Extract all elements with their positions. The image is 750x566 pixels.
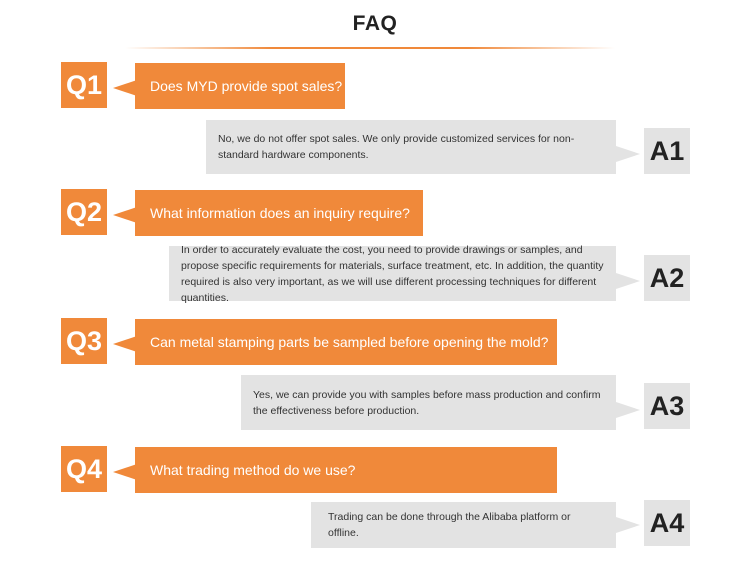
answer-text-4: Trading can be done through the Alibaba platform or offline. <box>311 502 616 548</box>
page-title: FAQ <box>352 12 398 35</box>
answer-bubble-tail <box>616 273 640 289</box>
answer-text-1: No, we do not offer spot sales. We only provide customized services for non-standard hardware components. <box>206 120 616 174</box>
question-label-4: Q4 <box>61 446 107 492</box>
answer-label-4: A4 <box>644 500 690 546</box>
answer-label-2: A2 <box>644 255 690 301</box>
answer-text-2: In order to accurately evaluate the cost, you need to provide drawings or samples, and propose specific requirements for materials, surface treatment, etc. In addition, the quantity required is also very important, as we will use different processing techniques for different quantities. <box>169 246 616 301</box>
question-label-3: Q3 <box>61 318 107 364</box>
question-text-2: What information does an inquiry require? <box>135 190 423 236</box>
question-label-1: Q1 <box>61 62 107 108</box>
question-bubble-tail <box>113 464 137 480</box>
answer-text-3: Yes, we can provide you with samples before mass production and confirm the effectiveness before production. <box>241 375 616 430</box>
answer-bubble-tail <box>616 517 640 533</box>
question-text-1: Does MYD provide spot sales? <box>135 63 345 109</box>
question-text-3: Can metal stamping parts be sampled before opening the mold? <box>135 319 557 365</box>
question-bubble-tail <box>113 80 137 96</box>
title-underline <box>125 47 615 49</box>
answer-label-1: A1 <box>644 128 690 174</box>
answer-bubble-tail <box>616 146 640 162</box>
question-text-4: What trading method do we use? <box>135 447 557 493</box>
answer-label-3: A3 <box>644 383 690 429</box>
question-bubble-tail <box>113 336 137 352</box>
answer-bubble-tail <box>616 402 640 418</box>
question-bubble-tail <box>113 207 137 223</box>
question-label-2: Q2 <box>61 189 107 235</box>
